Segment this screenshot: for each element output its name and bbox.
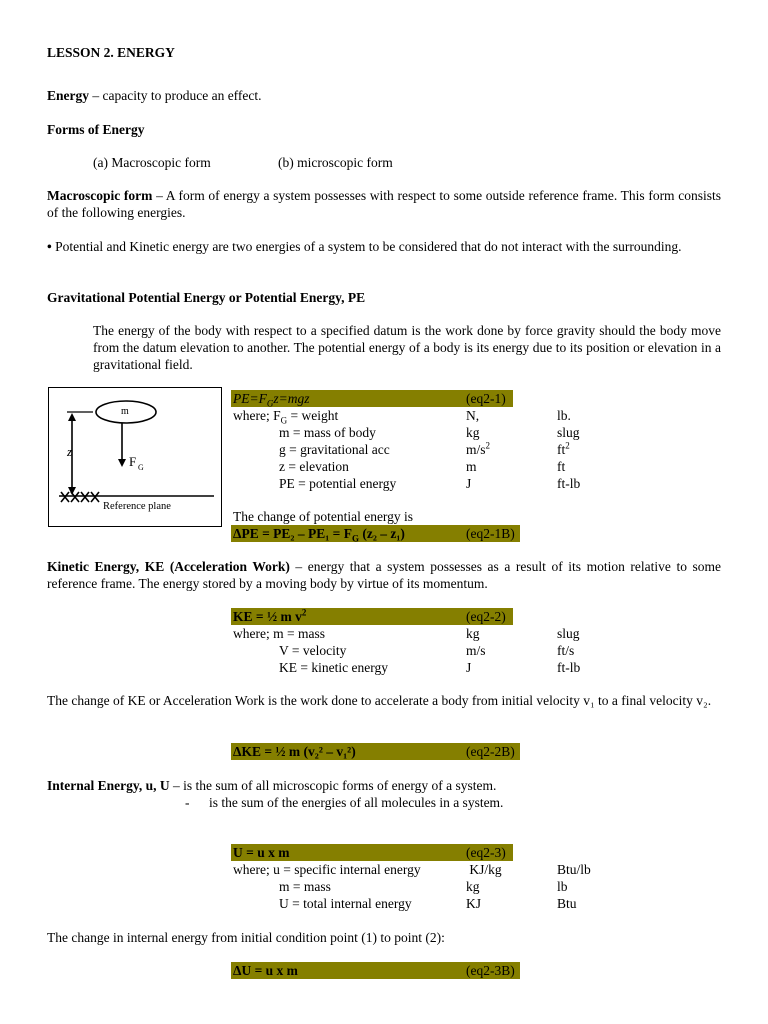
eq1-formula-a: PE=F	[233, 391, 267, 406]
eq1-row-weight-desc	[233, 407, 338, 424]
bullet-symbol: •	[47, 239, 52, 254]
eq2-row-v-si: m/s	[466, 643, 486, 658]
eq1-row-g-eng	[557, 441, 570, 458]
eq1-formula	[233, 390, 309, 407]
eq3-row-u-eng: Btu/lb	[557, 862, 591, 877]
internal-change-text: The change in internal energy from initial condition point (1) to point (2):	[47, 930, 445, 945]
ke-paragraph	[47, 558, 721, 592]
eq1-row-pe-si: J	[466, 476, 472, 491]
eq1-row-mass-desc: m = mass of body	[279, 425, 376, 440]
eq1-row-z-eng: ft	[557, 459, 566, 474]
eq3-row-m-si: kg	[466, 879, 480, 894]
internal-dash: -	[185, 795, 190, 810]
eq1b-formula-b: (z₂ – z₁)	[358, 526, 405, 541]
eq2-row-mass-eng: slug	[557, 626, 580, 641]
eq1-row-weight-a: where; F	[233, 408, 281, 423]
eq3-tag: (eq2-3)	[466, 845, 506, 860]
bullet-text: Potential and Kinetic energy are two energies of a system to be considered that do not interact with the surrounding.	[51, 239, 682, 254]
eq2-row-ke-si: J	[466, 660, 472, 675]
force-label: F	[129, 454, 137, 469]
ke-change-text: The change of KE or Acceleration Work is the work done to accelerate a body from initial velocity v₁ to a final velocity v₂.	[47, 693, 712, 708]
eq1b-tag: (eq2-1B)	[466, 526, 515, 541]
eq1b-formula-sub: G	[351, 533, 359, 544]
pe-change-text: The change of potential energy is	[233, 509, 414, 524]
eq1-row-g-eng-sup: 2	[565, 440, 570, 451]
eq2-row-ke-desc: KE = kinetic energy	[279, 660, 388, 675]
eq1-row-g-si-sup: 2	[485, 440, 491, 451]
macroscopic-text: – A form of energy a system possesses with respect to some outside reference frame. This form consists of the following energies.	[47, 188, 722, 220]
eq1-row-mass-eng: slug	[557, 425, 580, 440]
forms-heading: Forms of Energy	[47, 122, 145, 137]
eq3-row-u-desc: where; u = specific internal energy	[233, 862, 421, 877]
z-label: z	[67, 444, 73, 459]
eq2-formula	[233, 608, 306, 625]
eq2b-tag: (eq2-2B)	[466, 744, 515, 759]
internal-term: Internal Energy, u, U	[47, 778, 170, 793]
eq3-row-U-eng: Btu	[557, 896, 577, 911]
eq1-row-mass-si: kg	[466, 425, 480, 440]
eq2-row-v-desc: V = velocity	[279, 643, 347, 658]
force-arrowhead	[118, 459, 126, 467]
eq3-formula: U = u x m	[233, 845, 290, 860]
eq1-tag: (eq2-1)	[466, 391, 506, 406]
eq3-row-U-desc: U = total internal energy	[279, 896, 412, 911]
eq3-row-u-si: KJ/kg	[466, 862, 502, 877]
eq2-row-mass-si: kg	[466, 626, 480, 641]
eq3b-formula: ΔU = u x m	[233, 963, 298, 978]
bullet-paragraph	[47, 238, 721, 255]
pe-paragraph: The energy of the body with respect to a specified datum is the work done by force gravity should the body move from the datum elevation to another. The potential energy of a body is its energy due to its position or elevation in a gravitational field.	[93, 323, 721, 372]
eq1-row-g-eng-text: ft	[557, 442, 566, 457]
internal-text: – is the sum of all microscopic forms of energy of a system.	[169, 778, 497, 793]
form-b: (b) microscopic form	[278, 155, 393, 170]
eq3-row-m-eng: lb	[557, 879, 568, 894]
eq1-row-weight-si: N,	[466, 408, 480, 423]
elevation-arrow-top	[68, 413, 76, 421]
eq3-row-U-si: KJ	[466, 896, 482, 911]
macroscopic-paragraph	[47, 187, 721, 221]
eq1-row-z-si: m	[466, 459, 477, 474]
eq1-row-pe-desc: PE = potential energy	[279, 476, 397, 491]
eq1b-formula-a: ΔPE = PE₂ – PE₁ = F	[233, 526, 352, 541]
eq2-formula-text: KE = ½ m v	[233, 609, 302, 624]
pe-heading: Gravitational Potential Energy or Potential Energy, PE	[47, 290, 366, 305]
eq2-row-ke-eng: ft-lb	[557, 660, 581, 675]
lesson-title: LESSON 2. ENERGY	[47, 45, 175, 60]
energy-term: Energy	[47, 88, 89, 103]
energy-definition	[47, 87, 262, 104]
energy-text: – capacity to produce an effect.	[89, 88, 262, 103]
eq1b-formula	[233, 525, 405, 542]
eq2-row-mass-desc: where; m = mass	[233, 626, 325, 641]
eq1-row-g-si	[466, 441, 490, 458]
pe-diagram-drawing	[49, 388, 221, 526]
eq2b-formula: ΔKE = ½ m (v₂² – v₁²)	[233, 744, 356, 759]
pe-diagram	[48, 387, 222, 527]
macroscopic-term: Macroscopic form	[47, 188, 153, 203]
eq1-row-weight-sub: G	[280, 415, 288, 426]
eq2-tag: (eq2-2)	[466, 609, 506, 624]
eq1-row-pe-eng: ft-lb	[557, 476, 581, 491]
ke-text: – energy that a system possesses as a result of its motion relative to some reference frame. The energy stored by a moving body by virtue of its momentum.	[47, 559, 721, 591]
internal-text-2: is the sum of the energies of all molecules in a system.	[209, 795, 504, 810]
mass-label: m	[121, 406, 129, 417]
eq2-row-v-eng: ft/s	[557, 643, 575, 658]
reference-label: Reference plane	[103, 501, 171, 512]
eq1-row-weight-b: = weight	[287, 408, 339, 423]
form-a: (a) Macroscopic form	[93, 155, 211, 170]
eq1-formula-b: z=mgz	[273, 391, 310, 406]
force-sub: G	[138, 463, 144, 472]
eq1-row-g-desc: g = gravitational acc	[279, 442, 390, 457]
eq1-row-z-desc: z = elevation	[279, 459, 349, 474]
eq3-row-m-desc: m = mass	[279, 879, 331, 894]
eq1-row-weight-eng: lb.	[557, 408, 571, 423]
internal-paragraph	[47, 777, 496, 794]
eq2-formula-sup: 2	[301, 607, 307, 618]
eq3b-tag: (eq2-3B)	[466, 963, 515, 978]
ground-hatching	[61, 492, 99, 502]
ke-term: Kinetic Energy, KE (Acceleration Work)	[47, 559, 290, 574]
eq1-formula-sub: G	[266, 398, 274, 409]
eq1-row-g-si-text: m/s	[466, 442, 486, 457]
